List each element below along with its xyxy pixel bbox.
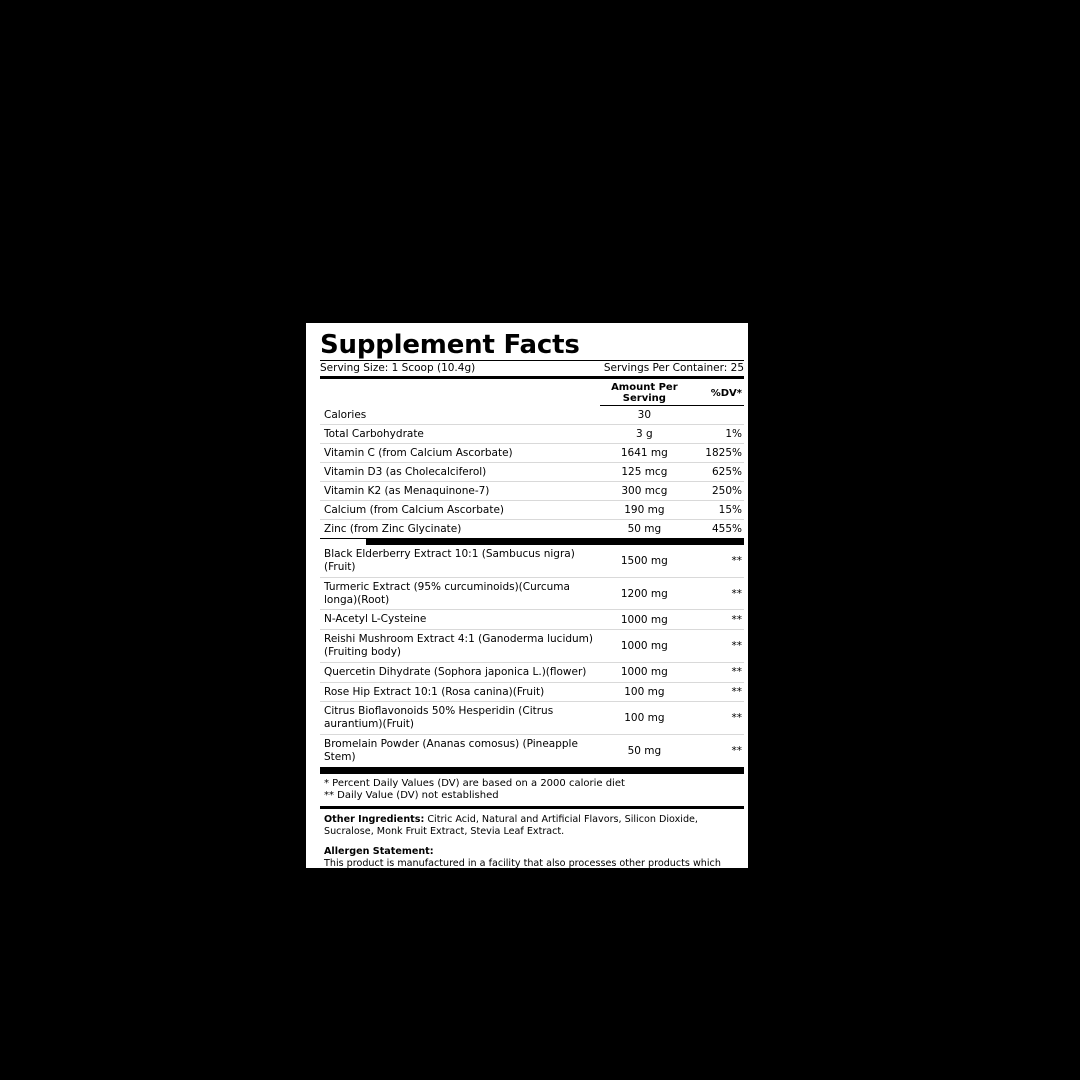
ingredient-dv: ** xyxy=(689,545,744,577)
header-amount-per-serving: Amount Per Serving xyxy=(600,379,689,406)
serving-size-text: Serving Size: 1 Scoop (10.4g) xyxy=(320,362,476,375)
ingredient-name: Citrus Bioflavonoids 50% Hesperidin (Citrus aurantium)(Fruit) xyxy=(320,702,600,735)
footnotes-block xyxy=(320,774,744,806)
ingredient-dv: ** xyxy=(689,682,744,702)
table-row xyxy=(320,630,744,663)
table-row xyxy=(320,735,744,767)
table-row xyxy=(320,702,744,735)
nutrient-dv: 1% xyxy=(689,425,744,444)
table-row xyxy=(320,444,744,463)
spacer xyxy=(324,839,740,846)
ingredient-amount: 1000 mg xyxy=(600,610,689,630)
ingredient-amount: 100 mg xyxy=(600,702,689,735)
allergen-label: Allergen Statement: xyxy=(324,845,434,857)
ingredient-amount: 50 mg xyxy=(627,744,662,757)
ingredient-name: N-Acetyl L-Cysteine xyxy=(320,610,600,630)
nutrient-amount: 300 mcg xyxy=(600,482,689,501)
divider-blend-top xyxy=(320,538,744,545)
table-row xyxy=(320,545,744,577)
page-title: Supplement Facts xyxy=(320,330,580,360)
nutrient-name: Calories xyxy=(320,406,600,425)
nutrient-amount: 1641 mg xyxy=(600,444,689,463)
supplement-facts-panel xyxy=(306,323,748,882)
header-nutrient xyxy=(320,379,600,406)
other-ingredients-line xyxy=(324,814,740,839)
ingredient-name: Black Elderberry Extract 10:1 (Sambucus nigra)(Fruit) xyxy=(320,545,600,577)
ingredient-name: Quercetin Dihydrate (Sophora japonica L.)(flower) xyxy=(320,662,600,682)
other-ingredients-label: Other Ingredients: xyxy=(324,813,425,825)
table-row xyxy=(320,577,744,610)
ingredient-amount: 1000 mg xyxy=(600,630,689,663)
divider-footnote-top xyxy=(320,767,744,774)
ingredient-name: Turmeric Extract (95% curcuminoids)(Curcuma longa)(Root) xyxy=(320,577,600,610)
ingredient-amount: 1000 mg xyxy=(600,662,689,682)
table-row xyxy=(320,662,744,682)
table-row xyxy=(320,501,744,520)
nutrients-table xyxy=(320,379,744,538)
table-row xyxy=(320,610,744,630)
nutrient-dv: 455% xyxy=(711,523,742,536)
ingredient-amount: 1200 mg xyxy=(600,577,689,610)
ingredient-name: Rose Hip Extract 10:1 (Rosa canina)(Fruit) xyxy=(320,682,600,702)
footnote-percent-dv: * Percent Daily Values (DV) are based on a 2000 calorie diet xyxy=(324,777,625,789)
table-row xyxy=(320,463,744,482)
ingredient-dv: ** xyxy=(689,610,744,630)
nutrient-name: Zinc (from Zinc Glycinate) xyxy=(324,523,462,536)
table-row xyxy=(320,482,744,501)
ingredient-dv: ** xyxy=(689,702,744,735)
servings-per-container-text: Servings Per Container: 25 xyxy=(603,362,744,375)
other-ingredients-text: Citric Acid, Natural and Artificial Flavors, Silicon Dioxide, Sucralose, Monk Fruit Extract, Stevia Leaf Extract. xyxy=(324,813,698,838)
nutrient-amount: 125 mcg xyxy=(600,463,689,482)
nutrient-dv: 250% xyxy=(689,482,744,501)
panel-inner xyxy=(320,332,744,883)
nutrient-amount: 50 mg xyxy=(627,523,662,536)
nutrient-amount: 190 mg xyxy=(600,501,689,520)
other-ingredients-block xyxy=(320,809,744,883)
table-header-row xyxy=(320,379,744,406)
ingredient-amount: 100 mg xyxy=(600,682,689,702)
panel-notch xyxy=(318,539,366,545)
table-row xyxy=(320,520,744,539)
footnote-dv-not-established: ** Daily Value (DV) not established xyxy=(324,790,499,802)
ingredient-dv: ** xyxy=(731,744,742,757)
table-row xyxy=(320,425,744,444)
nutrient-amount: 30 xyxy=(600,406,689,425)
allergen-text: This product is manufactured in a facility that also processes other products which may contain milk, eggs, fish, shellfish, tree nuts, peanuts, soy, wheat, and sesame. xyxy=(324,858,725,882)
nutrient-amount: 3 g xyxy=(600,425,689,444)
allergen-statement-block xyxy=(324,846,740,883)
table-row xyxy=(320,682,744,702)
ingredient-amount: 1500 mg xyxy=(600,545,689,577)
nutrient-dv: 625% xyxy=(689,463,744,482)
nutrient-dv: 1825% xyxy=(689,444,744,463)
proprietary-blend-table xyxy=(320,545,744,766)
nutrient-name: Vitamin D3 (as Cholecalciferol) xyxy=(320,463,600,482)
serving-info-row xyxy=(320,361,744,376)
header-percent-dv: %DV* xyxy=(689,379,744,406)
table-row xyxy=(320,406,744,425)
ingredient-name: Reishi Mushroom Extract 4:1 (Ganoderma lucidum)(Fruiting body) xyxy=(320,630,600,663)
ingredient-dv: ** xyxy=(689,630,744,663)
nutrient-dv: 15% xyxy=(689,501,744,520)
nutrient-name: Total Carbohydrate xyxy=(320,425,600,444)
nutrient-name: Calcium (from Calcium Ascorbate) xyxy=(320,501,600,520)
nutrient-dv xyxy=(689,406,744,425)
ingredient-dv: ** xyxy=(689,577,744,610)
ingredient-name: Bromelain Powder (Ananas comosus) (Pineapple Stem) xyxy=(324,738,578,763)
ingredient-dv: ** xyxy=(689,662,744,682)
nutrient-name: Vitamin C (from Calcium Ascorbate) xyxy=(320,444,600,463)
nutrient-name: Vitamin K2 (as Menaquinone-7) xyxy=(320,482,600,501)
